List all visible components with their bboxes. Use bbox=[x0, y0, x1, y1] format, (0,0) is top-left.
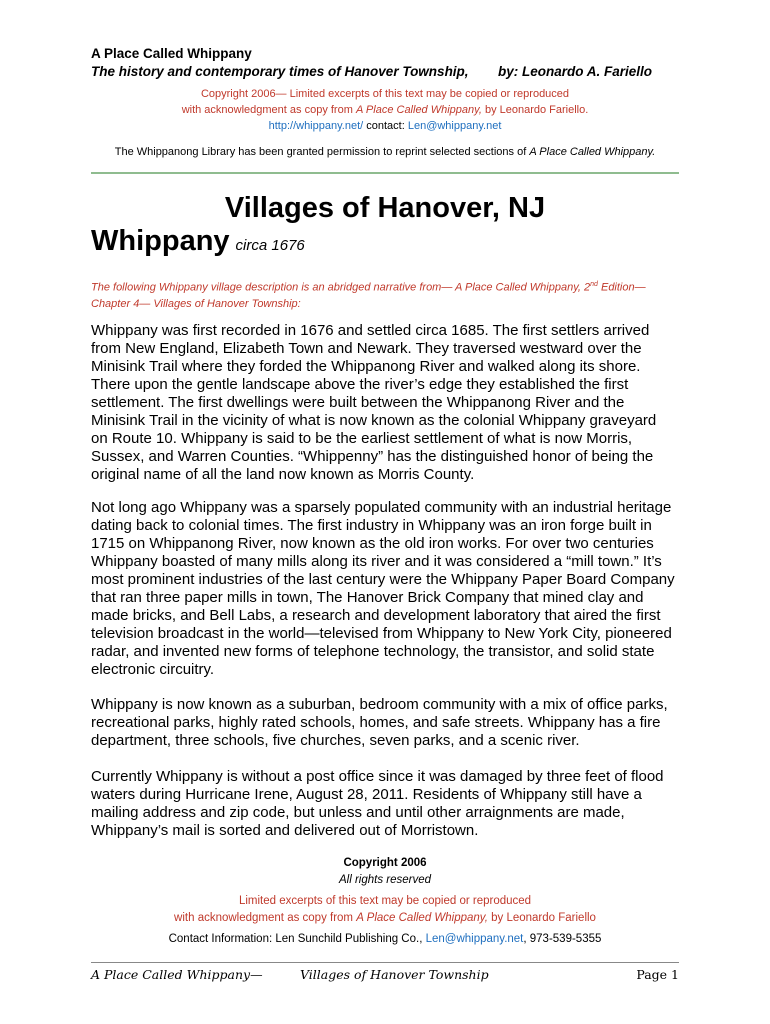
paragraph-line: on Route 10. Whippany is said to be the earliest settlement of what is now Morris, bbox=[91, 430, 633, 447]
intro-line1-suffix: Edition— bbox=[597, 281, 646, 294]
paragraph-line: Sussex, and Warren Counties. “Whippenny” has the distinguished honor of being the bbox=[91, 448, 654, 465]
intro-note bbox=[91, 277, 681, 312]
page-title: Villages of Hanover, NJ bbox=[224, 192, 546, 224]
copyright-header bbox=[91, 86, 679, 134]
paragraph-2 bbox=[91, 499, 687, 679]
header-subtitle: The history and contemporary times of Hanover Township, bbox=[91, 64, 469, 79]
footer-limited: Limited excerpts of this text may be copied or reproduced bbox=[238, 895, 532, 907]
footer-contact-prefix: Contact Information: Len Sunchild Publishing Co., bbox=[168, 933, 426, 945]
footer-ack-title: A Place Called Whippany, bbox=[356, 912, 488, 924]
village-heading bbox=[91, 225, 305, 258]
paragraph-line: Whippany was first recorded in 1676 and settled circa 1685. The first settlers arrived bbox=[91, 322, 650, 339]
paragraph-line: Currently Whippany is without a post office since it was damaged by three feet of flood bbox=[91, 768, 664, 785]
footer-rights: All rights reserved bbox=[338, 874, 432, 886]
footer-limited-block bbox=[91, 893, 679, 927]
footer-copyright-block bbox=[91, 855, 679, 889]
footer-email-link[interactable]: Len@whippany.net bbox=[425, 933, 524, 945]
paragraph-line: settlement. The first dwellings were built between the Whippanong River and the bbox=[91, 394, 625, 411]
paragraph-line: Whippany boasted of many mills along its river and it was considered a “mill town.” It’s bbox=[91, 553, 662, 570]
paragraph-line: Minisink Trail in the vicinity of what is now known as the colonial Whippany graveyard bbox=[91, 412, 657, 429]
copyright-contact-line bbox=[91, 118, 679, 134]
footer-left: A Place Called Whippany— bbox=[91, 967, 263, 982]
footer-divider bbox=[91, 962, 679, 963]
village-name: Whippany bbox=[91, 225, 230, 257]
email-link[interactable]: Len@whippany.net bbox=[407, 120, 502, 132]
header-author: by: Leonardo A. Fariello bbox=[498, 64, 653, 79]
copyright-line2 bbox=[91, 102, 679, 118]
paragraph-line: most prominent industries of the last century were the Whippany Paper Board Company bbox=[91, 571, 675, 588]
paragraph-line: radar, and invented new forms of telephone technology, the transistor, and solid state bbox=[91, 643, 655, 660]
footer-copyright: Copyright 2006 bbox=[343, 857, 427, 869]
header-title: A Place Called Whippany bbox=[91, 46, 252, 61]
paragraph-line: that ran three paper mills in town, The Hanover Brick Company that mined clay and bbox=[91, 589, 644, 606]
footer-contact-suffix: , 973-539-5355 bbox=[523, 933, 602, 945]
intro-line2: Chapter 4— Villages of Hanover Township: bbox=[91, 297, 301, 310]
copyright-line2-title: A Place Called Whippany, bbox=[355, 104, 482, 116]
paragraph-line: mailing address and zip code, but unless and until other arraignments are made, bbox=[91, 804, 625, 821]
website-link[interactable]: http://whippany.net/ bbox=[268, 120, 364, 132]
intro-sup: nd bbox=[590, 281, 598, 288]
paragraph-line: Not long ago Whippany was a sparsely populated community with an industrial heritage bbox=[91, 499, 672, 516]
footer-center: Villages of Hanover Township bbox=[300, 967, 489, 982]
circa-date: circa 1676 bbox=[235, 237, 305, 254]
copyright-line2-prefix: with acknowledgment as copy from bbox=[181, 104, 356, 116]
paragraph-line: electronic circuitry. bbox=[91, 661, 215, 678]
paragraph-line: original name of all the land now known as Morris County. bbox=[91, 466, 475, 483]
paragraph-line: made bricks, and Bell Labs, a research and development laboratory that aired the first bbox=[91, 607, 661, 624]
paragraph-line: Whippany is now known as a suburban, bedroom community with a mix of office parks, bbox=[91, 696, 668, 713]
copyright-line1: Copyright 2006— Limited excerpts of this text may be copied or reproduced bbox=[200, 88, 570, 100]
paragraph-line: There upon the gentle landscape above the river’s edge they established the first bbox=[91, 376, 629, 393]
intro-line1 bbox=[91, 277, 681, 296]
paragraph-line: department, three schools, five churches, seven parks, and a scenic river. bbox=[91, 732, 580, 749]
paragraph-line: waters during Hurricane Irene, August 28, 2011. Residents of Whippany still have a bbox=[91, 786, 642, 803]
footer-ack bbox=[91, 910, 679, 927]
intro-line1-prefix: The following Whippany village description is an abridged narrative from— A Place Called Whippany, 2 bbox=[91, 281, 591, 294]
paragraph-line: recreational parks, highly rated schools, homes, and safe streets. Whippany has a fire bbox=[91, 714, 661, 731]
paragraph-1 bbox=[91, 322, 687, 484]
paragraph-line: Whippany’s mail is sorted and delivered out of Morristown. bbox=[91, 822, 479, 839]
paragraph-line: Minisink Trail where they forded the Whippanong River and walked along its shore. bbox=[91, 358, 641, 375]
paragraph-3 bbox=[91, 696, 687, 750]
copyright-line2-suffix: by Leonardo Fariello. bbox=[481, 104, 589, 116]
header-divider bbox=[91, 172, 679, 174]
footer-ack-prefix: with acknowledgment as copy from bbox=[174, 912, 357, 924]
permission-text: The Whippanong Library has been granted permission to reprint selected sections of bbox=[114, 146, 530, 158]
paragraph-line: dating back to colonial times. The first industry in Whippany was an iron forge built in bbox=[91, 517, 652, 534]
paragraph-line: from New England, Elizabeth Town and Newark. They traversed westward over the bbox=[91, 340, 642, 357]
page-number: Page 1 bbox=[636, 967, 679, 982]
footer-ack-suffix: by Leonardo Fariello bbox=[487, 912, 596, 924]
footer-contact bbox=[91, 931, 679, 948]
paragraph-line: 1715 on Whippanong River, now known as the old iron works. For over two centuries bbox=[91, 535, 654, 552]
permission-title: A Place Called Whippany. bbox=[529, 146, 656, 158]
paragraph-4 bbox=[91, 768, 687, 840]
contact-label: contact: bbox=[363, 120, 408, 132]
paragraph-line: television broadcast in the world—televised from Whippany to New York City, pioneered bbox=[91, 625, 672, 642]
permission-note bbox=[91, 146, 679, 158]
